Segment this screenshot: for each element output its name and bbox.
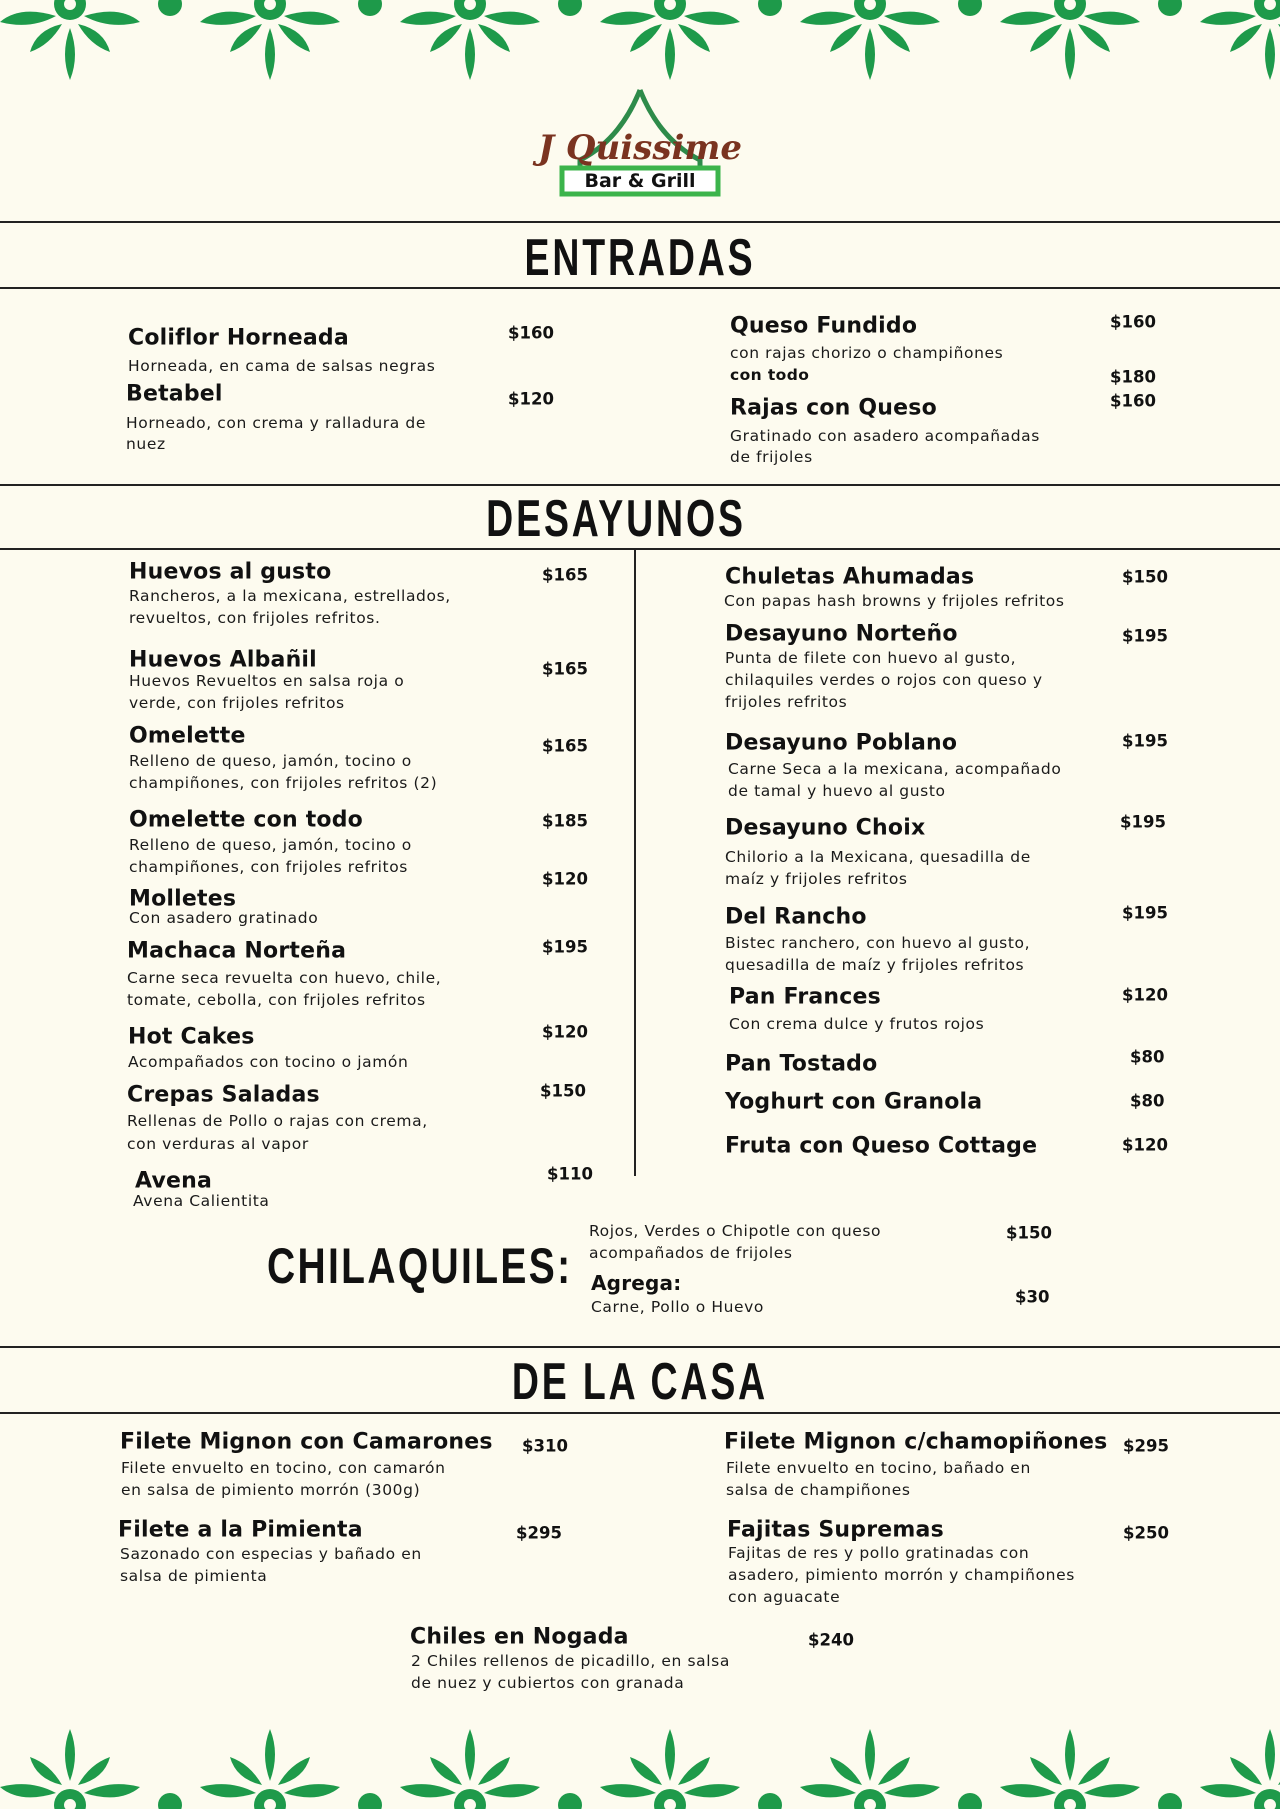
item-desc: salsa de pimienta	[120, 1567, 268, 1585]
item-name: Huevos Albañil	[129, 647, 317, 673]
item-name: Omelette con todo	[129, 807, 363, 833]
item-price: $120	[1122, 985, 1168, 1005]
item-desc: Horneado, con crema y ralladura de	[126, 414, 426, 432]
divider	[0, 1346, 1280, 1348]
add-on-price: $30	[1015, 1287, 1050, 1307]
item-price: $165	[542, 659, 588, 679]
logo-name: J Quissime	[538, 128, 742, 168]
item-price: $310	[522, 1436, 568, 1456]
item-price: $165	[542, 736, 588, 756]
item-price: $80	[1130, 1047, 1165, 1067]
item-name: Filete Mignon c/chamopiñones	[724, 1429, 1108, 1455]
item-price: $150	[1122, 567, 1168, 587]
item-name: Desayuno Choix	[725, 815, 926, 841]
item-price: $160	[1110, 391, 1156, 411]
item-price: $165	[542, 565, 588, 585]
item-name: Hot Cakes	[128, 1024, 255, 1050]
item-price: $295	[1123, 1436, 1169, 1456]
item-name: Filete Mignon con Camarones	[120, 1429, 493, 1455]
item-price: $295	[516, 1523, 562, 1543]
logo	[470, 60, 810, 200]
item-name: Huevos al gusto	[129, 559, 332, 585]
item-name: Fruta con Queso Cottage	[725, 1133, 1038, 1159]
item-desc: Acompañados con tocino o jamón	[128, 1053, 409, 1071]
item-desc: Relleno de queso, jamón, tocino o	[129, 752, 412, 770]
item-name: Desayuno Norteño	[725, 621, 958, 647]
item-desc: Bistec ranchero, con huevo al gusto,	[725, 934, 1031, 952]
section-title-desayunos: DESAYUNOS	[486, 490, 746, 548]
item-price: $195	[1122, 731, 1168, 751]
item-price: $120	[508, 389, 554, 409]
column-divider	[634, 549, 636, 1176]
item-desc: Relleno de queso, jamón, tocino o	[129, 836, 412, 854]
item-name: Del Rancho	[725, 904, 867, 930]
item-name: Coliflor Horneada	[128, 325, 349, 351]
item-name: Avena	[135, 1168, 213, 1194]
item-name: Filete a la Pimienta	[118, 1517, 363, 1543]
item-desc: de nuez y cubiertos con granada	[411, 1674, 685, 1692]
item-desc: con rajas chorizo o champiñones	[730, 344, 1004, 362]
item-desc: Filete envuelto en tocino, bañado en	[726, 1459, 1031, 1477]
item-name: Omelette	[129, 723, 246, 749]
item-desc: Sazonado con especias y bañado en	[120, 1545, 422, 1563]
item-desc: Rancheros, a la mexicana, estrellados,	[129, 587, 451, 605]
divider	[0, 548, 1280, 550]
decorative-bottom-border	[0, 1719, 1280, 1809]
item-desc: Huevos Revueltos en salsa roja o	[129, 672, 405, 690]
add-on-label: Agrega:	[591, 1271, 682, 1295]
item-name: Pan Frances	[729, 984, 881, 1010]
item-desc: 2 Chiles rellenos de picadillo, en salsa	[411, 1652, 730, 1670]
item-desc: Avena Calientita	[133, 1192, 270, 1210]
item-price: $160	[1110, 312, 1156, 332]
item-name: Rajas con Queso	[730, 395, 937, 421]
item-desc: Gratinado con asadero acompañadas	[730, 427, 1040, 445]
item-desc: champiñones, con frijoles refritos	[129, 858, 408, 876]
item-price: $195	[542, 937, 588, 957]
logo-tagline: Bar & Grill	[584, 170, 696, 192]
item-desc: Con papas hash browns y frijoles refritos	[724, 592, 1065, 610]
item-desc: champiñones, con frijoles refritos (2)	[129, 774, 438, 792]
item-desc: con aguacate	[728, 1588, 841, 1606]
item-name: Molletes	[129, 886, 237, 912]
item-desc: quesadilla de maíz y frijoles refritos	[725, 956, 1025, 974]
item-price: $195	[1122, 903, 1168, 923]
item-name: Betabel	[126, 381, 223, 407]
item-desc: frijoles refritos	[725, 693, 848, 711]
item-option: con todo	[730, 366, 810, 384]
item-price: $120	[542, 869, 588, 889]
item-desc: de tamal y huevo al gusto	[728, 782, 946, 800]
item-name: Yoghurt con Granola	[725, 1089, 983, 1115]
item-desc: chilaquiles verdes o rojos con queso y	[725, 671, 1043, 689]
item-name: Desayuno Poblano	[725, 730, 958, 756]
item-desc: Filete envuelto en tocino, con camarón	[121, 1459, 446, 1477]
item-name: Pan Tostado	[725, 1051, 878, 1077]
item-price: $195	[1122, 626, 1168, 646]
item-name: Machaca Norteña	[127, 938, 347, 964]
item-desc: acompañados de frijoles	[589, 1244, 793, 1262]
item-price: $150	[540, 1081, 586, 1101]
item-desc: salsa de champiñones	[726, 1481, 911, 1499]
item-desc: de frijoles	[730, 448, 813, 466]
divider	[0, 287, 1280, 289]
item-name: Queso Fundido	[730, 313, 918, 339]
item-desc: Rojos, Verdes o Chipotle con queso	[589, 1222, 882, 1240]
item-desc: Rellenas de Pollo o rajas con crema,	[127, 1112, 428, 1130]
chilaquiles-title: CHILAQUILES:	[267, 1238, 573, 1294]
item-price: $240	[808, 1630, 854, 1650]
item-desc: Horneada, en cama de salsas negras	[128, 357, 436, 375]
item-desc: Carne seca revuelta con huevo, chile,	[127, 969, 442, 987]
divider	[0, 1412, 1280, 1414]
item-price: $80	[1130, 1091, 1165, 1111]
item-desc: en salsa de pimiento morrón (300g)	[121, 1481, 421, 1499]
divider	[0, 484, 1280, 486]
item-price: $120	[542, 1022, 588, 1042]
item-desc: Punta de filete con huevo al gusto,	[725, 649, 1017, 667]
item-price: $150	[1006, 1223, 1052, 1243]
item-desc: Fajitas de res y pollo gratinadas con	[728, 1544, 1030, 1562]
item-desc: tomate, cebolla, con frijoles refritos	[127, 991, 426, 1009]
item-desc: asadero, pimiento morrón y champiñones	[728, 1566, 1075, 1584]
item-desc: verde, con frijoles refritos	[129, 694, 345, 712]
section-title-entradas: ENTRADAS	[524, 229, 756, 287]
item-desc: maíz y frijoles refritos	[725, 870, 908, 888]
item-desc: con verduras al vapor	[127, 1135, 309, 1153]
item-price: $185	[542, 811, 588, 831]
item-price: $120	[1122, 1135, 1168, 1155]
item-price: $160	[508, 323, 554, 343]
item-desc: revueltos, con frijoles refritos.	[129, 609, 381, 627]
item-price: $195	[1120, 812, 1166, 832]
item-name: Chiles en Nogada	[410, 1624, 629, 1650]
section-title-de-la-casa: DE LA CASA	[511, 1353, 769, 1411]
divider	[0, 221, 1280, 223]
item-option-price: $180	[1110, 367, 1156, 387]
item-desc: Chilorio a la Mexicana, quesadilla de	[725, 848, 1031, 866]
item-desc: Con asadero gratinado	[129, 909, 319, 927]
add-on-desc: Carne, Pollo o Huevo	[591, 1298, 765, 1316]
item-name: Chuletas Ahumadas	[725, 564, 975, 590]
item-name: Fajitas Supremas	[727, 1517, 944, 1543]
item-desc: Carne Seca a la mexicana, acompañado	[728, 760, 1062, 778]
item-desc: Con crema dulce y frutos rojos	[729, 1015, 985, 1033]
item-price: $110	[547, 1164, 593, 1184]
item-price: $250	[1123, 1523, 1169, 1543]
item-desc: nuez	[126, 435, 166, 453]
item-name: Crepas Saladas	[127, 1082, 320, 1108]
